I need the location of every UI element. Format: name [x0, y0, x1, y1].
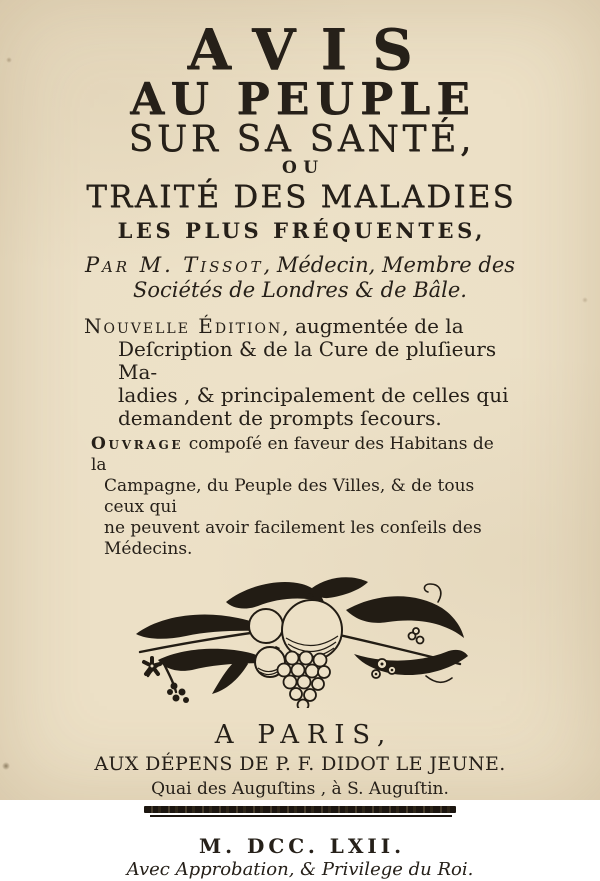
- title-word-au-peuple: AU PEUPLE: [130, 74, 476, 125]
- colophon-privilege: Avec Approbation, & Privilege du Roi.: [126, 859, 474, 880]
- floral-ornament-engraving: [0, 568, 600, 708]
- ornamental-rule: [144, 806, 456, 817]
- ornamental-rule-thin-bar: [150, 815, 452, 817]
- edition-lead: Nouvelle Édition: [84, 314, 283, 338]
- imprint-publisher: AUX DÉPENS DE P. F. DIDOT LE JEUNE.: [94, 753, 506, 775]
- edition-line-1: [84, 315, 516, 338]
- edition-line-1-rest: , augmentée de la: [282, 314, 464, 338]
- author-line-1: [0, 253, 600, 278]
- title-word-sur-sa-sante: SUR SA SANTÉ,: [128, 119, 475, 160]
- author-line-2: Sociétés de Londres & de Bâle.: [133, 278, 467, 302]
- edition-line-3: ladies , & principalement de celles qui: [118, 383, 509, 407]
- title-word-avis: AVIS: [187, 17, 438, 83]
- audience-line-3: ne peuvent avoir facilement les conſeils des Médecins.: [104, 518, 482, 559]
- floral-spray-icon: [130, 568, 470, 708]
- edition-statement: [84, 315, 516, 430]
- audience-line-2: Campagne, du Peuple des Villes, & de tous ceux qui: [104, 476, 475, 517]
- title-connector-ou: OU: [281, 158, 325, 178]
- imprint-city: A PARIS,: [214, 720, 394, 750]
- author-statement: [0, 253, 600, 303]
- audience-statement: [91, 434, 509, 560]
- subtitle-frequentes: LES PLUS FRÉQUENTES,: [117, 218, 486, 243]
- author-name: Par M. Tissot: [84, 253, 264, 277]
- author-titles: , Médecin, Membre des: [263, 253, 516, 277]
- edition-line-4: demandent de prompts ſecours.: [118, 406, 442, 430]
- ornamental-rule-thick-bar: [144, 806, 456, 813]
- colophon-year: M. DCC. LXII.: [198, 834, 406, 858]
- audience-lead: Ouvrage: [91, 434, 184, 454]
- subtitle-traite: TRAITÉ DES MALADIES: [86, 179, 516, 215]
- imprint-address: Quai des Auguſtins , à S. Auguſtin.: [151, 779, 449, 799]
- audience-line-1-rest: compoſé en faveur des Habitans de la: [91, 434, 494, 475]
- audience-line-1: [91, 434, 509, 476]
- edition-line-2: Deſcription & de la Cure de pluſieurs Ma-: [118, 337, 497, 384]
